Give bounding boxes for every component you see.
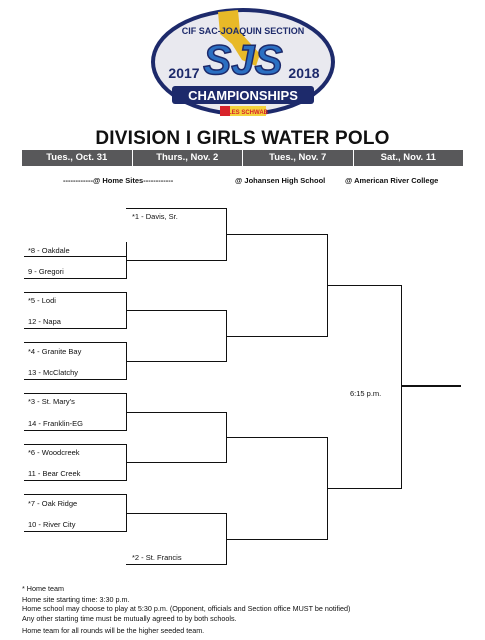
team-seed-14: 14 - Franklin-EG (28, 419, 84, 428)
team-seed-8: *8 - Oakdale (28, 246, 70, 255)
logo-banner-text: CHAMPIONSHIPS (188, 88, 298, 103)
logo-sponsor-text: LES SCHWAB (227, 110, 269, 116)
team-seed-11: 11 - Bear Creek (28, 469, 81, 478)
page-title: DIVISION I GIRLS WATER POLO (95, 128, 390, 149)
team-seed-5: *5 - Lodi (28, 296, 56, 305)
team-seed-4: *4 - Granite Bay (28, 347, 82, 356)
team-seed-10: 10 - River City (28, 520, 76, 529)
note-higher-seed: Home team for all rounds will be the higher seeded team. (22, 626, 205, 635)
team-seed-13: 13 - McClatchy (28, 368, 79, 377)
note-start-time: Home site starting time: 3:30 p.m. (22, 595, 130, 604)
venue-home-sites: ------------@ Home Sites------------ (63, 176, 174, 185)
date-round-3: Tues., Nov. 7 (243, 150, 354, 166)
note-home-team: * Home team (22, 584, 64, 593)
logo-sjs-text: SJS (203, 36, 283, 83)
date-round-4: Sat., Nov. 11 (380, 152, 436, 163)
logo-year-right: 2018 (288, 65, 320, 81)
venue-semis: @ Johansen High School (235, 176, 326, 185)
note-alt-time: Home school may choose to play at 5:30 p.m. (Opponent, officials and Section office MUST be notified) (22, 604, 351, 613)
team-seed-7: *7 - Oak Ridge (28, 499, 78, 508)
team-seed-1: *1 - Davis, Sr. (132, 212, 178, 221)
team-seed-9: 9 - Gregori (28, 267, 64, 276)
logo-year-left: 2017 (168, 65, 200, 81)
note-mutual-agreement: Any other starting time must be mutually agreed to by both schools. (22, 614, 237, 623)
date-round-2: Thurs., Nov. 2 (133, 150, 244, 166)
team-seed-12: 12 - Napa (28, 317, 61, 326)
round-dates-bar (22, 150, 463, 166)
final-time: 6:15 p.m. (350, 389, 382, 398)
team-seed-3: *3 - St. Mary's (28, 397, 75, 406)
team-seed-6: *6 - Woodcreek (28, 448, 80, 457)
team-seed-2: *2 - St. Francis (132, 553, 182, 562)
venue-final: @ American River College (345, 176, 439, 185)
logo-section-text: CIF SAC-JOAQUIN SECTION (181, 26, 305, 36)
sjs-championships-logo (148, 4, 338, 124)
date-round-1: Tues., Oct. 31 (22, 150, 133, 166)
